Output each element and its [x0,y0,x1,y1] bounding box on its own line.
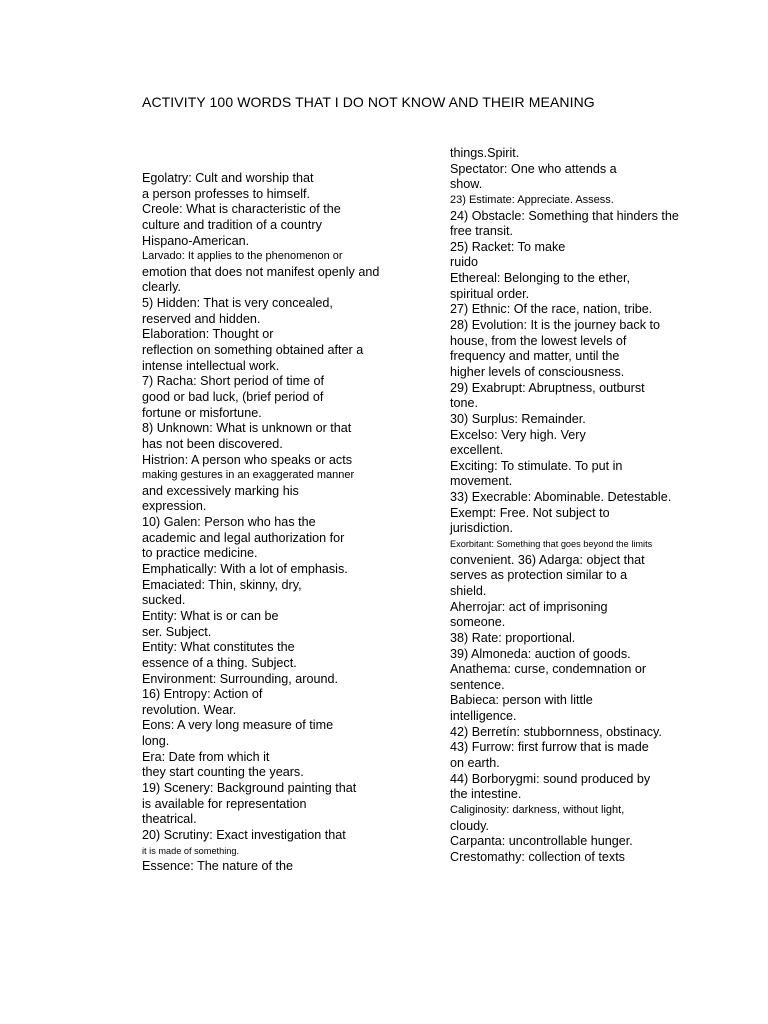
text-line: shield. [450,583,487,598]
text-line: Carpanta: uncontrollable hunger. [450,834,633,849]
text-line: making gestures in an exaggerated manner [142,469,355,482]
text-line: 19) Scenery: Background painting that [142,780,357,795]
text-line: 38) Rate: proportional. [450,630,576,645]
text-line: Exciting: To stimulate. To put in [450,458,623,473]
text-line: show. [450,177,483,192]
text-line: reserved and hidden. [142,311,261,326]
text-line: a person professes to himself. [142,186,310,201]
text-line: serves as protection similar to a [450,568,628,583]
text-line: Crestomathy: collection of texts [450,849,625,864]
text-line: Eons: A very long measure of time [142,718,334,733]
text-line: 44) Borborygmi: sound produced by [450,771,651,786]
text-line: excellent. [450,443,504,458]
text-line: good or bad luck, (brief period of [142,389,324,404]
text-line: Emphatically: With a lot of emphasis. [142,562,348,577]
text-line: 39) Almoneda: auction of goods. [450,646,631,661]
text-line: 25) Racket: To make [450,239,566,254]
text-line: 10) Galen: Person who has the [142,515,316,530]
text-line: Aherrojar: act of imprisoning [450,599,608,614]
text-line: 20) Scrutiny: Exact investigation that [142,827,346,842]
text-line: Babieca: person with little [450,693,593,708]
text-line: Larvado: It applies to the phenomenon or [142,250,343,263]
text-line: culture and tradition of a country [142,217,322,232]
text-line: convenient. 36) Adarga: object that [450,552,645,567]
text-line: spiritual order. [450,286,530,301]
text-line: emotion that does not manifest openly and [142,264,380,279]
text-line: Anathema: curse, condemnation or [450,662,647,677]
text-line: sentence. [450,677,505,692]
text-line: to practice medicine. [142,546,258,561]
text-line: intense intellectual work. [142,358,280,373]
text-line: 28) Evolution: It is the journey back to [450,318,661,333]
text-line: is available for representation [142,796,307,811]
text-line: and excessively marking his [142,483,299,498]
text-line: house, from the lowest levels of [450,333,627,348]
text-line: Elaboration: Thought or [142,327,274,342]
text-line: Caliginosity: darkness, without light, [450,803,625,816]
text-line: revolution. Wear. [142,702,237,717]
text-line: ruido [450,255,479,270]
text-line: 42) Berretín: stubbornness, obstinacy. [450,724,662,739]
text-line: has not been discovered. [142,436,283,451]
text-line: the intestine. [450,787,522,802]
text-line: 33) Execrable: Abominable. Detestable. [450,490,672,505]
text-line: Egolatry: Cult and worship that [142,171,314,185]
text-line: movement. [450,474,513,489]
text-line: Hispano-American. [142,233,250,248]
text-line: 16) Entropy: Action of [142,687,263,702]
text-line: fortune or misfortune. [142,405,262,420]
text-line: theatrical. [142,812,197,827]
text-line: Ethereal: Belonging to the ether, [450,271,630,286]
text-line: 5) Hidden: That is very concealed, [142,296,333,311]
text-line: higher levels of consciousness. [450,364,625,379]
text-line: cloudy. [450,818,489,833]
text-line: Excelso: Very high. Very [450,427,586,442]
text-line: Emaciated: Thin, skinny, dry, [142,577,302,592]
text-line: Era: Date from which it [142,749,270,764]
text-line: clearly. [142,280,181,295]
text-line: Exorbitant: Something that goes beyond the limits [450,539,653,550]
text-line: jurisdiction. [450,521,513,536]
text-line: it is made of something. [142,845,240,856]
text-line: ser. Subject. [142,624,212,639]
text-line: things.Spirit. [450,146,520,160]
left-text-column [142,171,422,875]
text-line: 27) Ethnic: Of the race, nation, tribe. [450,302,653,317]
text-line: Histrion: A person who speaks or acts [142,452,352,467]
text-line: frequency and matter, until the [450,349,620,364]
text-line: Essence: The nature of the [142,859,293,874]
text-line: Spectator: One who attends a [450,161,617,176]
text-line: academic and legal authorization for [142,530,345,545]
right-text-column [450,146,750,865]
text-line: sucked. [142,593,186,608]
text-line: 23) Estimate: Appreciate. Assess. [450,193,614,206]
text-line: someone. [450,615,506,630]
text-line: on earth. [450,755,500,770]
text-line: 7) Racha: Short period of time of [142,374,325,389]
text-line: they start counting the years. [142,765,304,780]
text-line: free transit. [450,224,513,239]
text-line: reflection on something obtained after a [142,343,364,358]
text-line: expression. [142,499,207,514]
text-line: Creole: What is characteristic of the [142,202,341,217]
text-line: 8) Unknown: What is unknown or that [142,421,352,436]
text-line: 24) Obstacle: Something that hinders the [450,208,679,223]
text-line: long. [142,734,170,749]
text-line: 29) Exabrupt: Abruptness, outburst [450,380,645,395]
text-line: 30) Surplus: Remainder. [450,411,586,426]
text-line: Exempt: Free. Not subject to [450,505,610,520]
text-line: essence of a thing. Subject. [142,655,297,670]
page-title: ACTIVITY 100 WORDS THAT I DO NOT KNOW AND THEIR MEANING [142,94,595,110]
text-line: intelligence. [450,709,517,724]
text-line: tone. [450,396,479,411]
text-line: 43) Furrow: first furrow that is made [450,740,649,755]
text-line: Environment: Surrounding, around. [142,671,339,686]
text-line: Entity: What constitutes the [142,640,295,655]
text-line: Entity: What is or can be [142,608,279,623]
